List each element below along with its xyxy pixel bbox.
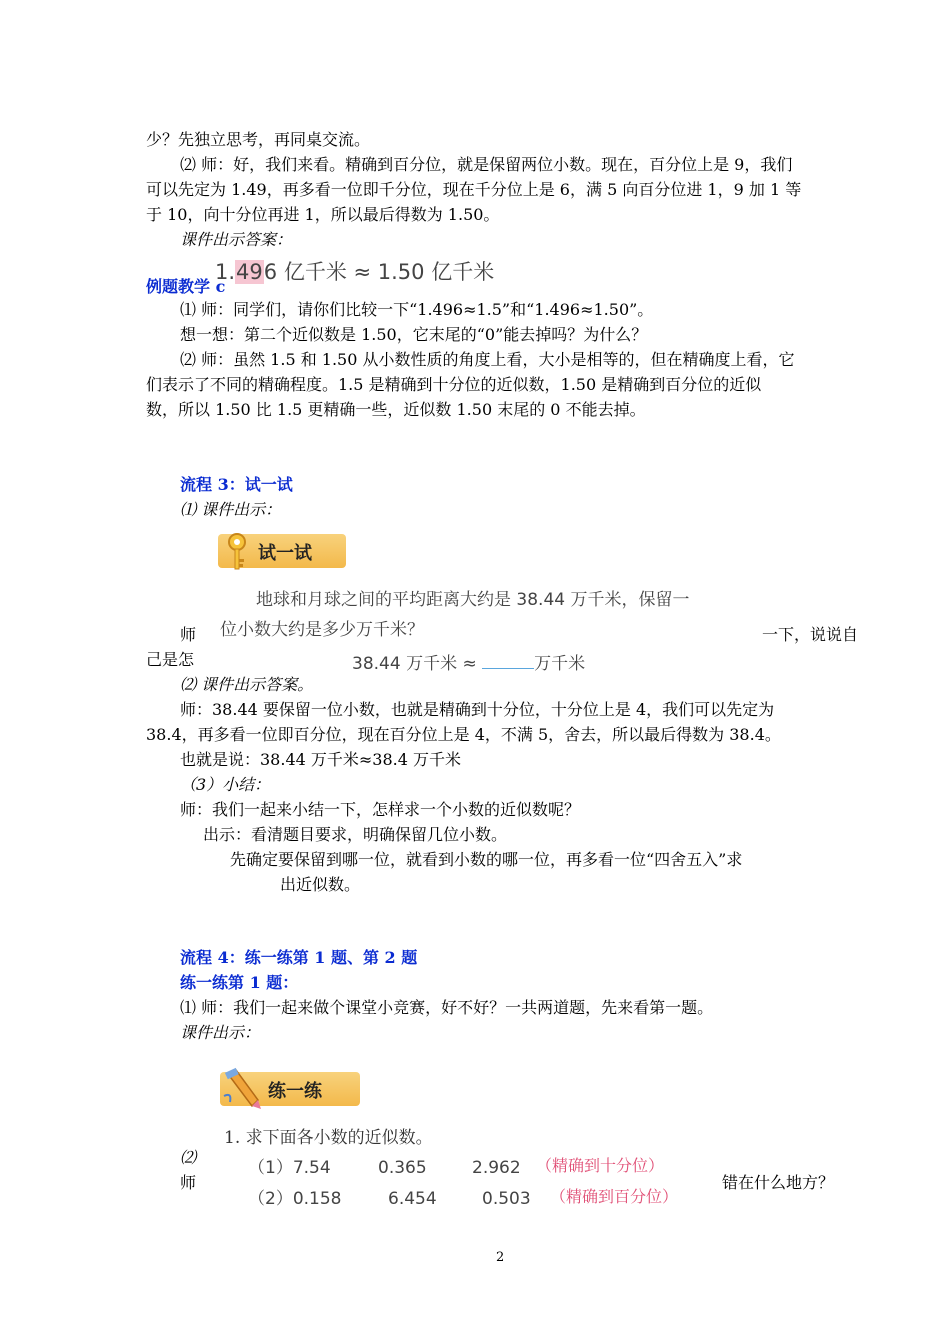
equation-highlight: 49 <box>236 260 263 284</box>
practice-banner <box>220 1072 360 1106</box>
text-line: 出近似数。 <box>280 875 361 894</box>
text-line: 可以先定为 1.49，再多看一位即千分位，现在千分位上是 6，满 5 向百分位进 1，9 加 1 等 <box>146 180 802 199</box>
text-line: 课件出示答案： <box>180 230 293 249</box>
text-line: 38.4，再多看一位即百分位，现在百分位上是 4，不满 5，舍去，所以最后得数为 38.4。 <box>146 725 781 744</box>
practice-row-1-value: 2.962 <box>472 1158 521 1178</box>
section-heading: 流程 4：练一练第 1 题、第 2 题 <box>180 948 418 967</box>
text-line: 数，所以 1.50 比 1.5 更精确一些，近似数 1.50 末尾的 0 不能去掉。 <box>146 400 646 419</box>
text-line: 师 <box>180 625 197 644</box>
try-it-banner <box>218 534 346 568</box>
text-line: 师：38.44 要保留一位小数，也就是精确到十分位，十分位上是 4，我们可以先定为 <box>180 700 775 719</box>
answer-right: 万千米 <box>534 654 586 674</box>
text-line: 想一想：第二个近似数是 1.50，它末尾的“0”能去掉吗？为什么？ <box>180 325 648 344</box>
practice-title: 1. 求下面各小数的近似数。 <box>224 1128 433 1148</box>
equation-rest: 6 亿千米 ≈ 1.50 亿千米 <box>263 260 495 284</box>
answer-left: 38.44 万千米 ≈ <box>352 654 477 674</box>
text-line: 师：我们一起来小结一下，怎样求一个小数的近似数呢？ <box>180 800 581 819</box>
text-line: 师 <box>180 1173 197 1192</box>
page-number: 2 <box>496 1250 505 1265</box>
pencil-icon <box>222 1066 262 1110</box>
key-icon <box>224 532 250 572</box>
text-line: 一下，说说自 <box>762 625 859 644</box>
text-line: 错在什么地方？ <box>722 1173 835 1192</box>
practice-row-2-value: 6.454 <box>388 1189 437 1209</box>
text-line: ⑵ 课件出示答案。 <box>180 675 314 694</box>
text-line: 也就是说：38.44 万千米≈38.4 万千米 <box>180 750 462 769</box>
text-line: ⑴ 课件出示： <box>180 500 282 519</box>
text-line: ⑵ <box>180 1148 197 1167</box>
text-line: 少？先独立思考，再同桌交流。 <box>146 130 371 149</box>
practice-row-2-note: （精确到百分位） <box>550 1187 679 1206</box>
try-it-question: 地球和月球之间的平均距离大约是 38.44 万千米，保留一 <box>256 590 690 610</box>
text-line: 们表示了不同的精确程度。1.5 是精确到十分位的近似数，1.50 是精确到百分位的近似 <box>146 375 762 394</box>
section-heading: 例题教学 c <box>146 277 226 296</box>
text-line: 课件出示： <box>180 1023 261 1042</box>
practice-row-2-label: （2）0.158 <box>248 1189 342 1209</box>
text-line: （3）小结： <box>180 775 271 794</box>
practice-row-1-note: （精确到十分位） <box>536 1156 665 1175</box>
text-line: ⑵ 师：虽然 1.5 和 1.50 从小数性质的角度上看，大小是相等的，但在精确度上看，它 <box>180 350 795 369</box>
text-line: 己是怎 <box>146 650 195 669</box>
text-line: 先确定要保留到哪一位，就看到小数的哪一位，再多看一位“四舍五入”求 <box>230 850 743 869</box>
try-it-answer <box>352 652 585 676</box>
section-heading: 练一练第 1 题： <box>180 973 299 992</box>
text-line: 出示：看清题目要求，明确保留几位小数。 <box>203 825 508 844</box>
practice-row-1-label: （1）7.54 <box>248 1158 331 1178</box>
text-line: 于 10，向十分位再进 1，所以最后得数为 1.50。 <box>146 205 500 224</box>
section-heading: 流程 3：试一试 <box>180 475 293 494</box>
equation-figure <box>215 258 494 286</box>
try-it-figure <box>200 528 750 680</box>
practice-banner-label: 练一练 <box>268 1081 322 1102</box>
practice-row-1-value: 0.365 <box>378 1158 427 1178</box>
practice-row-2-value: 0.503 <box>482 1189 531 1209</box>
equation-prefix: 1. <box>215 260 236 284</box>
text-line: ⑴ 师：同学们，请你们比较一下“1.496≈1.5”和“1.496≈1.50”。 <box>180 300 654 319</box>
practice-figure <box>210 1060 715 1220</box>
text-line: ⑴ 师：我们一起来做个课堂小竞赛，好不好？一共两道题，先来看第一题。 <box>180 998 714 1017</box>
try-it-banner-label: 试一试 <box>258 543 312 564</box>
answer-blank <box>482 652 534 669</box>
text-line: ⑵ 师：好，我们来看。精确到百分位，就是保留两位小数。现在，百分位上是 9，我们 <box>180 155 793 174</box>
try-it-question: 位小数大约是多少万千米？ <box>220 620 424 640</box>
